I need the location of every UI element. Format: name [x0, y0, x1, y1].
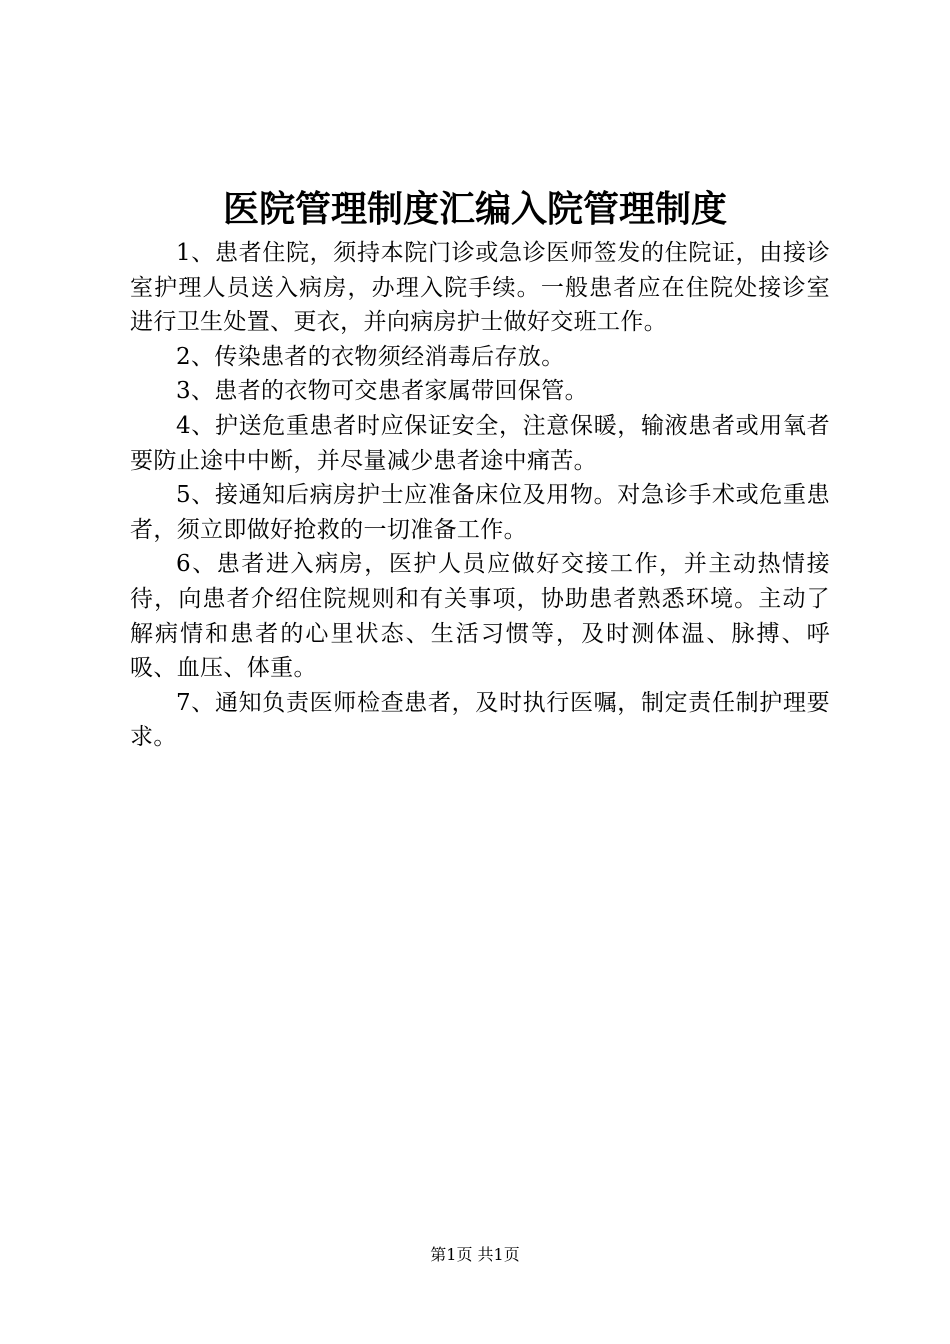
paragraph-2: 2、传染患者的衣物须经消毒后存放。 — [176, 343, 565, 370]
paragraph-7: 7、通知负责医师检查患者，及时执行医嘱，制定责任制护理要求。 — [130, 689, 830, 751]
paragraph-1: 1、患者住院，须持本院门诊或急诊医师签发的住院证，由接诊室护理人员送入病房，办理入院手续。一般患者应在住院处接诊室进行卫生处置、更衣，并向病房护士做好交班工作。 — [130, 240, 830, 336]
paragraph-5: 5、接通知后病房护士应准备床位及用物。对急诊手术或危重患者，须立即做好抢救的一切准备工作。 — [130, 482, 830, 543]
paragraph-3: 3、患者的衣物可交患者家属带回保管。 — [176, 378, 588, 405]
paragraph-6: 6、患者进入病房，医护人员应做好交接工作，并主动热情接待，向患者介绍住院规则和有关事项，协助患者熟悉环境。主动了解病情和患者的心里状态、生活习惯等，及时测体温、脉搏、呼吸、血压、体重。 — [130, 551, 830, 682]
page-footer: 第1页 共1页 — [430, 1245, 520, 1264]
document-body — [130, 236, 830, 755]
paragraph-4: 4、护送危重患者时应保证安全，注意保暖，输液患者或用氧者要防止途中中断，并尽量减少患者途中痛苦。 — [130, 412, 830, 474]
document-title: 医院管理制度汇编入院管理制度 — [222, 188, 727, 230]
